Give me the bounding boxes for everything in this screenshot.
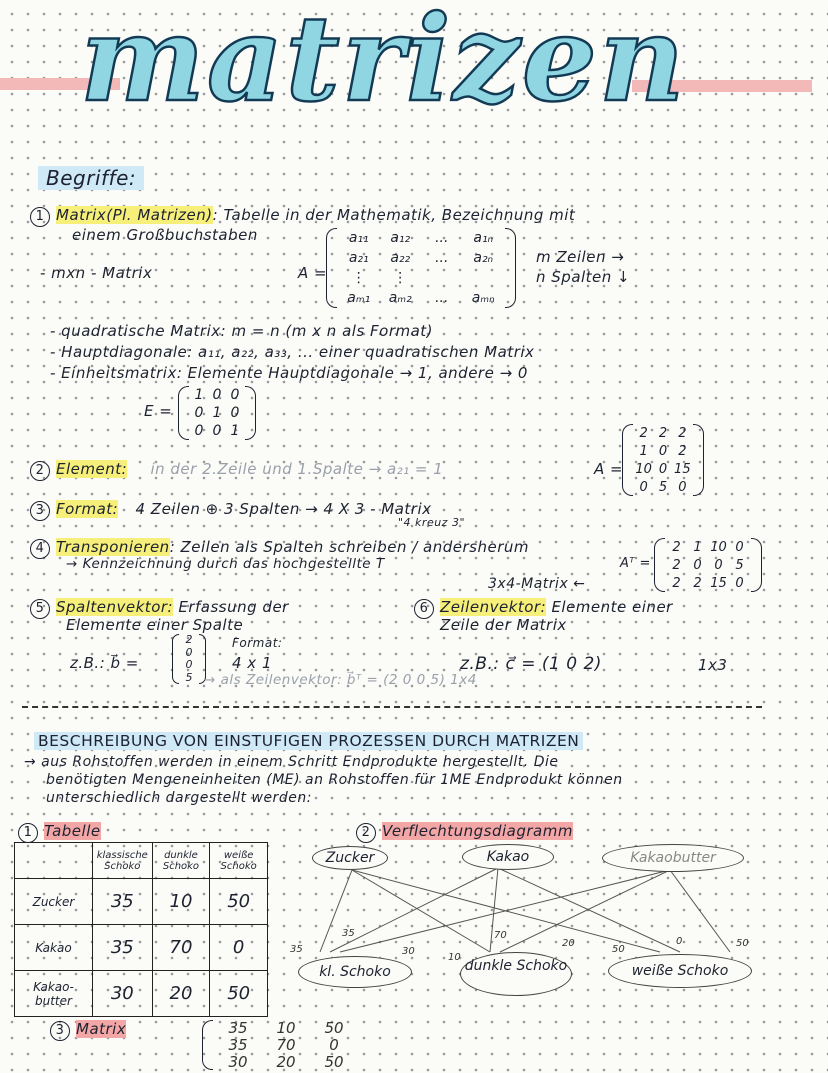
table-cell: 0 bbox=[210, 925, 268, 971]
matrix-A-label: A = bbox=[298, 264, 328, 282]
table-header-row bbox=[15, 843, 268, 879]
identity-matrix-E bbox=[190, 386, 244, 440]
table-row-label: Kakao-butter bbox=[15, 971, 93, 1017]
matrix-label: Matrix bbox=[76, 1020, 127, 1038]
matrix-entry: 30 bbox=[228, 1052, 248, 1071]
element-matrix bbox=[634, 424, 692, 496]
item-matrix bbox=[30, 206, 575, 227]
transposed-format: 3x4-Matrix ← bbox=[488, 576, 586, 592]
table-cell: 50 bbox=[210, 971, 268, 1017]
matrix-entry: aₘ₁ bbox=[347, 290, 371, 306]
table-header-cell: dunkle Schoko bbox=[152, 843, 210, 879]
matrix-entry: 0 bbox=[658, 461, 668, 477]
AT-label: Aᵀ = bbox=[620, 556, 651, 571]
matrix-entry: 2 bbox=[672, 575, 681, 591]
matrix-entry: a₁₁ bbox=[348, 230, 369, 246]
format-note: "4 kreuz 3" bbox=[398, 516, 466, 529]
table-cell: 20 bbox=[152, 971, 210, 1017]
matrix-entry: ... bbox=[435, 250, 449, 266]
matrix-entry: 2 bbox=[693, 575, 702, 591]
n-spalten: n Spalten ↓ bbox=[536, 268, 631, 286]
matrix-entry: ... bbox=[435, 230, 449, 246]
zeilenvektor-text-1: Elemente einer bbox=[551, 598, 673, 616]
matrix-entry: ... bbox=[435, 290, 449, 306]
als-zeilenvektor: → als Zeilenvektor: b⃗ᵀ = (2 0 0 5) 1x4 bbox=[204, 672, 477, 688]
m-zeilen: m Zeilen → bbox=[536, 248, 625, 266]
target-dunkle-schoko: dunkle Schoko bbox=[460, 952, 572, 996]
diagramm-label: Verflechtungsdiagramm bbox=[382, 822, 573, 840]
table-cell: 30 bbox=[92, 971, 152, 1017]
matrix-entry: 0 bbox=[194, 423, 204, 439]
table-header-cell: weiße Schoko bbox=[210, 843, 268, 879]
term-transponieren: Transponieren bbox=[56, 538, 170, 556]
hauptdiagonale: - Hauptdiagonale: a₁₁, a₂₂, a₃₃, ... einer quadratischen Matrix bbox=[50, 343, 535, 361]
matrix-entry: 1 bbox=[230, 423, 240, 439]
table-row bbox=[15, 971, 268, 1017]
table-cell: 35 bbox=[92, 925, 152, 971]
item-number: 1 bbox=[18, 823, 38, 843]
matrix-entry: 0 bbox=[194, 405, 204, 421]
edge-label: 10 bbox=[448, 952, 461, 963]
matrix-entry: 0 bbox=[693, 557, 702, 573]
matrix-entry: 2 bbox=[678, 425, 687, 441]
edge-label: 20 bbox=[562, 938, 575, 949]
transposed-matrix bbox=[666, 538, 750, 592]
matrix-entry: 20 bbox=[276, 1052, 296, 1071]
matrix-entry: 0 bbox=[230, 405, 240, 421]
vector-entry: 0 bbox=[185, 658, 193, 671]
matrix-entry: 35 bbox=[228, 1035, 248, 1054]
item-number: 4 bbox=[30, 539, 50, 559]
quadratische-matrix: - quadratische Matrix: m = n (m x n als Format) bbox=[50, 322, 434, 340]
edge-label: 70 bbox=[494, 930, 507, 941]
tabelle-heading bbox=[18, 822, 101, 843]
format-text: 4 Zeilen ⊕ 3 Spalten → 4 X 3 - Matrix bbox=[135, 500, 432, 518]
matrix-entry: 1 bbox=[693, 539, 702, 555]
matrix-entry: 10 bbox=[710, 539, 727, 555]
process-line-3: unterschiedlich dargestellt werden: bbox=[46, 790, 312, 806]
spaltenvektor-format: 4 x 1 bbox=[232, 654, 272, 672]
spaltenvektor-text-2: Elemente einer Spalte bbox=[66, 616, 244, 634]
item-number: 6 bbox=[414, 599, 434, 619]
matrix-entry: 2 bbox=[658, 425, 668, 441]
E-label: E = bbox=[144, 402, 173, 420]
matrix-entry: 50 bbox=[324, 1052, 344, 1071]
matrix-entry: 2 bbox=[672, 557, 681, 573]
vector-entry: 5 bbox=[185, 670, 193, 684]
edge-label: 0 bbox=[676, 936, 683, 947]
term-element: Element: bbox=[56, 460, 128, 478]
page-title: matrizen bbox=[80, 0, 687, 128]
table-cell: 50 bbox=[210, 879, 268, 925]
spaltenvektor-format-label: Format: bbox=[232, 636, 283, 650]
matrix-entry: a₁ₙ bbox=[473, 230, 494, 246]
term-matrix: Matrix(Pl. Matrizen) bbox=[56, 206, 213, 224]
matrix-entry: ⋮ bbox=[393, 270, 408, 286]
matrix-entry: a₂₁ bbox=[348, 250, 369, 266]
zeilenvektor-format: 1x3 bbox=[698, 656, 728, 674]
item-number: 3 bbox=[30, 501, 50, 521]
item-number: 5 bbox=[30, 599, 50, 619]
table-row-label: Kakao bbox=[15, 925, 93, 971]
spaltenvektor-zb: z.B.: b⃗ = bbox=[70, 654, 139, 672]
flow-edge bbox=[330, 868, 498, 952]
def-matrix-1: : Tabelle in der Mathematik, Bezeichnung mit bbox=[212, 206, 576, 224]
edge-label: 35 bbox=[342, 928, 355, 939]
flow-edge bbox=[500, 870, 670, 952]
spaltenvektor-text-1: Erfassung der bbox=[178, 598, 289, 616]
matrix-entry: 0 bbox=[639, 479, 648, 495]
table-row-label: Zucker bbox=[15, 879, 93, 925]
table-header-cell bbox=[15, 843, 93, 879]
term-spaltenvektor: Spaltenvektor: bbox=[56, 598, 174, 616]
ingredient-table bbox=[14, 842, 268, 1017]
matrix-entry: a₂ₙ bbox=[473, 250, 494, 266]
source-zucker: Zucker bbox=[312, 846, 388, 870]
matrix-entry: 0 bbox=[735, 539, 744, 555]
term-zeilenvektor: Zeilenvektor: bbox=[440, 598, 547, 616]
matrix-entry: aₘₙ bbox=[471, 290, 495, 306]
edge-label: 50 bbox=[612, 944, 625, 955]
general-matrix-A bbox=[338, 228, 504, 308]
column-vector-b bbox=[180, 634, 198, 684]
target-kl-schoko: kl. Schoko bbox=[298, 956, 412, 988]
matrix-entry: 35 bbox=[228, 1019, 248, 1038]
matrix-entry: 0 bbox=[714, 557, 723, 573]
element-A-label: A = bbox=[594, 460, 624, 478]
matrix-entry: 15 bbox=[674, 461, 691, 477]
item-number: 3 bbox=[50, 1021, 70, 1041]
target-weisse-schoko: weiße Schoko bbox=[608, 954, 752, 988]
element-text: in der 2.Zeile und 1.Spalte → a₂₁ = 1 bbox=[150, 460, 444, 478]
edge-label: 35 bbox=[290, 944, 303, 955]
vector-entry: 2 bbox=[185, 633, 193, 646]
flow-edge bbox=[320, 870, 352, 952]
table-row bbox=[15, 925, 268, 971]
section-divider bbox=[22, 706, 762, 708]
source-kakao: Kakao bbox=[462, 844, 554, 870]
term-format: Format: bbox=[56, 500, 119, 518]
matrix-entry: 0 bbox=[212, 387, 222, 403]
matrix-entry: 1 bbox=[212, 405, 222, 421]
matrix-entry: 5 bbox=[658, 479, 668, 495]
table-row bbox=[15, 879, 268, 925]
zeilenvektor-zb: z.B.: c⃗ = (1 0 2) bbox=[460, 654, 602, 674]
matrix-entry: 2 bbox=[672, 539, 681, 555]
matrix-entry: 0 bbox=[212, 423, 222, 439]
matrix-entry: 1 bbox=[639, 443, 648, 459]
section-heading: BESCHREIBUNG VON EINSTUFIGEN PROZESSEN DURCH MATRIZEN bbox=[34, 732, 583, 750]
matrix-entry: a₁₂ bbox=[390, 230, 411, 246]
matrix-entry: 1 bbox=[194, 387, 204, 403]
table-header-cell: klassische Schoko bbox=[92, 843, 152, 879]
item-format bbox=[30, 500, 432, 521]
matrix-entry: 10 bbox=[276, 1019, 296, 1038]
matrix-entry: 0 bbox=[735, 575, 744, 591]
matrix-entry: 2 bbox=[639, 425, 648, 441]
item-element bbox=[30, 460, 443, 481]
item-number: 2 bbox=[356, 823, 376, 843]
matrix-entry: aₘ₂ bbox=[388, 290, 412, 306]
matrix-entry: a₂₂ bbox=[390, 250, 411, 266]
transponieren-text-1: : Zeilen als Spalten schreiben / andersherum bbox=[169, 538, 530, 556]
edge-label: 30 bbox=[402, 946, 415, 957]
begriffe-heading: Begriffe: bbox=[38, 166, 144, 190]
edge-label: 50 bbox=[736, 938, 749, 949]
vector-entry: 0 bbox=[185, 645, 193, 659]
process-line-1: → aus Rohstoffen werden in einem Schritt Endprodukte hergestellt. Die bbox=[24, 754, 559, 770]
def-matrix-2: einem Großbuchstaben bbox=[72, 226, 258, 244]
table-cell: 10 bbox=[152, 879, 210, 925]
transponieren-text-2: → Kennzeichnung durch das hochgestellte T bbox=[66, 556, 385, 572]
matrix-entry: 0 bbox=[230, 387, 240, 403]
item-number: 1 bbox=[30, 207, 50, 227]
matrix-heading bbox=[50, 1020, 126, 1041]
table-cell: 35 bbox=[92, 879, 152, 925]
process-matrix bbox=[214, 1020, 358, 1070]
matrix-entry: 0 bbox=[658, 443, 668, 459]
zeilenvektor-text-2: Zeile der Matrix bbox=[440, 616, 567, 634]
einheitsmatrix: - Einheitsmatrix: Elemente Hauptdiagonale → 1, andere → 0 bbox=[50, 364, 528, 382]
matrix-entry: 10 bbox=[635, 461, 652, 477]
matrix-entry: 2 bbox=[678, 443, 687, 459]
matrix-entry: 0 bbox=[678, 479, 687, 495]
matrix-entry: 5 bbox=[735, 557, 744, 573]
matrix-entry: 15 bbox=[710, 575, 727, 591]
source-kakaobutter: Kakaobutter bbox=[602, 844, 744, 872]
process-line-2: benötigten Mengeneinheiten (ME) an Rohstoffen für 1ME Endprodukt können bbox=[46, 772, 623, 788]
item-number: 2 bbox=[30, 461, 50, 481]
mxn-matrix-label: - mxn - Matrix bbox=[40, 264, 153, 282]
matrix-entry: 0 bbox=[329, 1035, 339, 1054]
matrix-entry: 70 bbox=[276, 1035, 296, 1054]
matrix-entry: ⋮ bbox=[351, 270, 366, 286]
table-cell: 70 bbox=[152, 925, 210, 971]
matrix-entry: 50 bbox=[324, 1019, 344, 1038]
tabelle-label: Tabelle bbox=[44, 822, 101, 840]
